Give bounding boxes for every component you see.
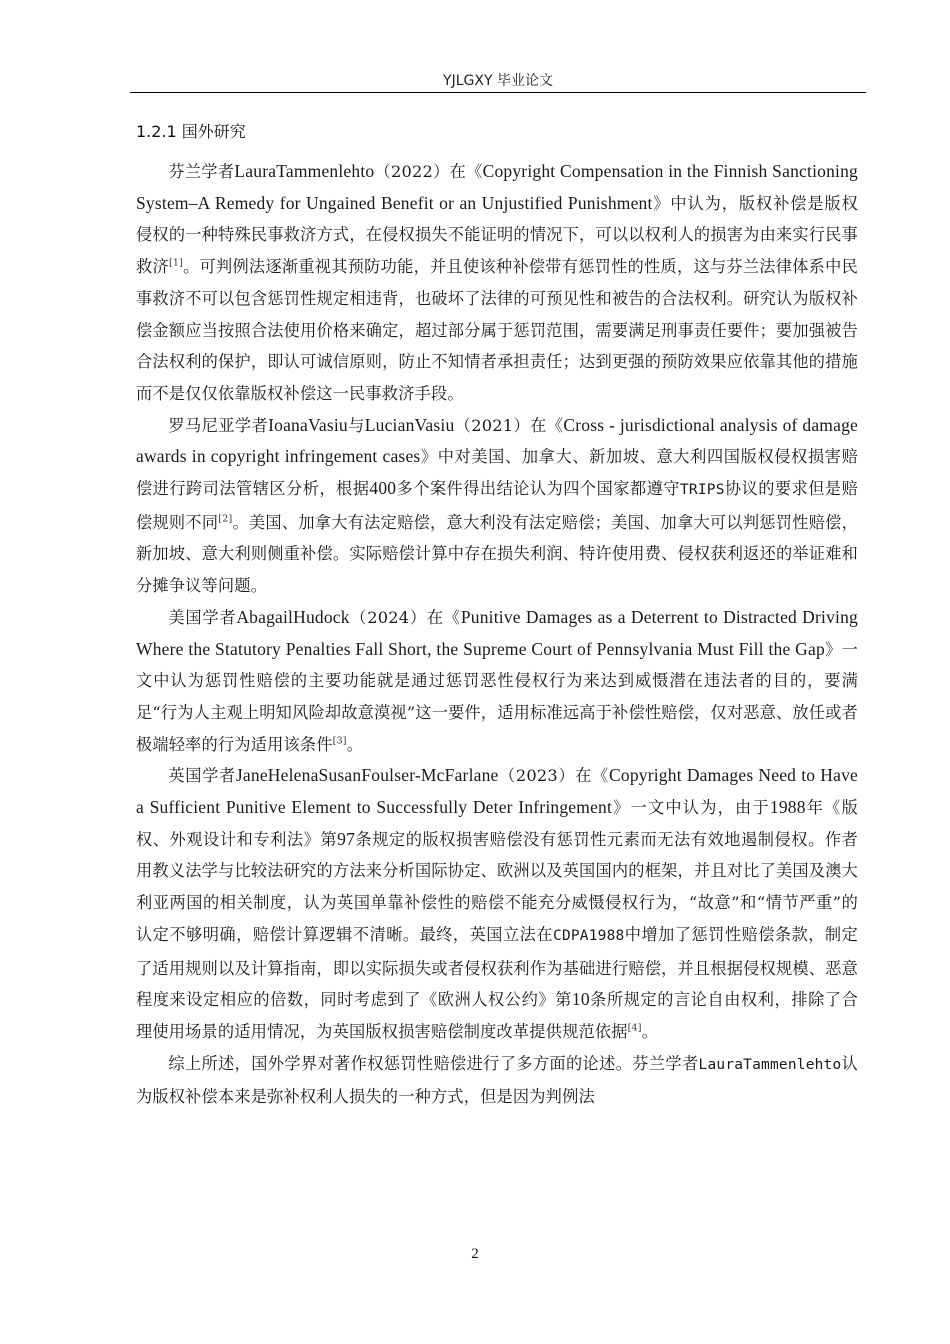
- text-run: 中增加了惩罚性赔偿条款，制定了适用规则以及计算指南，即以实际损失或者侵权获利作为基础进行赔偿，并且根据侵权规模、恶意程度来设定相应的倍数，同时考虑到了《欧洲人权公约》第: [136, 924, 858, 1010]
- text-run: 》一文中认为，由于: [612, 798, 770, 818]
- text-run: 条所规定的言论自由权利，排除了合理使用场景的适用情况，为英国版权损害赔偿制度改革提供规范依据: [136, 990, 859, 1041]
- paragraph-summary: [136, 1048, 858, 1113]
- text-run: 综上所述，国外学界对著作权惩罚性赔偿进行了多方面的论述。芬兰学者: [168, 1053, 699, 1073]
- body-text: [136, 156, 858, 1113]
- text-run: （2022）在《: [374, 162, 483, 181]
- paragraph-romania: [136, 410, 858, 602]
- text-run: 与: [347, 415, 365, 435]
- author-name: LauraTammenlehto: [698, 1056, 842, 1073]
- author-name: LauraTammenlehto: [234, 161, 375, 181]
- text-run: 》中认为，版权补偿是版权侵权的一种特殊民事救济方式，在侵权损失不能证明的情况下，可以以权利人的损害为由来实行民事救济: [136, 193, 858, 277]
- text-run: 芬兰学者: [168, 162, 235, 181]
- citation-marker: [2]: [218, 513, 233, 525]
- text-run: 》中对美国、加拿大、新加坡、意大利四国版权侵权损害赔偿进行跨司法管辖区分析，根据: [136, 447, 858, 499]
- citation-marker: [3]: [332, 735, 347, 747]
- text-run: 罗马尼亚学者: [168, 415, 269, 435]
- text-run: 。: [346, 734, 364, 754]
- work-title: Cross - jurisdictional analysis of damage awards in copyright infringement cases: [136, 414, 859, 467]
- number-run: 10: [571, 989, 590, 1010]
- paragraph-usa: [136, 602, 858, 761]
- number-run: 400: [369, 478, 397, 499]
- paragraph-finland: [136, 156, 858, 410]
- text-run: （2024）在《: [349, 607, 461, 627]
- number-run: 97: [337, 828, 356, 849]
- author-name: AbagailHudock: [236, 606, 350, 627]
- text-run: 认为版权补偿本来是弥补权利人损失的一种方式，但是因为判例法: [136, 1053, 858, 1107]
- text-run: 。: [641, 1021, 659, 1041]
- author-name: LucianVasiu: [364, 414, 455, 435]
- text-run: 美国学者: [168, 607, 237, 627]
- text-run: （2021）在《: [454, 415, 564, 435]
- text-run: 条规定的版权损害赔偿没有惩罚性元素而无法有效地遏制侵权。作者用教义法学与比较法研究的方法来分析国际协定、欧洲以及英国国内的框架，并且对比了美国及澳大利亚两国的相关制度，认为英国单靠补偿性的赔偿不能充分威慑侵权行为，“故意”和“情节严重”的认定不够明确，赔偿计算逻辑不清晰。最终，英国立法在: [136, 829, 858, 944]
- work-title: Copyright Damages Need to Have a Sufficient Punitive Element to Successfully Deter Infringement: [136, 765, 858, 818]
- running-header: YJLGXY 毕业论文: [443, 73, 553, 89]
- author-name: IoanaVasiu: [268, 414, 348, 435]
- work-title: Copyright Compensation in the Finnish Sanctioning System–A Remedy for Ungained Benefit or an Unjustified Punishment: [136, 161, 858, 213]
- header-rule: [130, 92, 866, 93]
- text-run: （2023）在《: [498, 766, 609, 786]
- acronym-run: TRIPS: [679, 482, 725, 499]
- text-run: 。可判例法逐渐重视其预防功能，并且使该种补偿带有惩罚性的性质，这与芬兰法律体系中民事救济不可以包含惩罚性规定相违背，也破坏了法律的可预见性和被告的合法权利。研究认为版权补偿金额应当按照合法使用价格来确定，超过部分属于惩罚范围，需要满足刑事责任要件；要加强被告合法权利的保护，即认可诚信原则，防止不知情者承担责任；达到更强的预防效果应依靠其他的措施而不是仅仅依靠版权补偿这一民事救济手段。: [136, 257, 858, 403]
- page-number: 2: [471, 1246, 479, 1262]
- text-run: 英国学者: [168, 766, 236, 786]
- number-run: 1988: [769, 797, 806, 818]
- citation-marker: [4]: [627, 1022, 642, 1034]
- text-run: 协议的要求但是赔偿规则不同: [136, 479, 858, 532]
- text-run: 年《版权、外观设计和专利法》第: [136, 798, 858, 849]
- text-run: 》一文中认为惩罚性赔偿的主要功能就是通过惩罚恶性侵权行为来达到威慑潜在违法者的目的，要满足“行为人主观上明知风险却故意漠视”这一要件，适用标准远高于补偿性赔偿，仅对恶意、放任或者极端轻率的行为适用该条件: [136, 639, 858, 754]
- author-name: JaneHelenaSusanFoulser-McFarlane: [235, 765, 499, 786]
- text-run: 。美国、加拿大有法定赔偿，意大利没有法定赔偿；美国、加拿大可以判惩罚性赔偿，新加坡、意大利则侧重补偿。实际赔偿计算中存在损失利润、特许使用费、侵权获利返还的举证难和分摊争议等问题。: [136, 512, 858, 596]
- acronym-run: CDPA1988: [553, 927, 625, 944]
- paragraph-uk: [136, 760, 858, 1047]
- section-heading: 1.2.1 国外研究: [136, 122, 246, 141]
- text-run: 多个案件得出结论认为四个国家都遵守: [396, 479, 680, 499]
- work-title: Punitive Damages as a Deterrent to Distracted Driving Where the Statutory Penalties Fall Short, the Supreme Court of Pennsylvania Must Fill the Gap: [136, 606, 858, 659]
- citation-marker: [1]: [168, 257, 183, 269]
